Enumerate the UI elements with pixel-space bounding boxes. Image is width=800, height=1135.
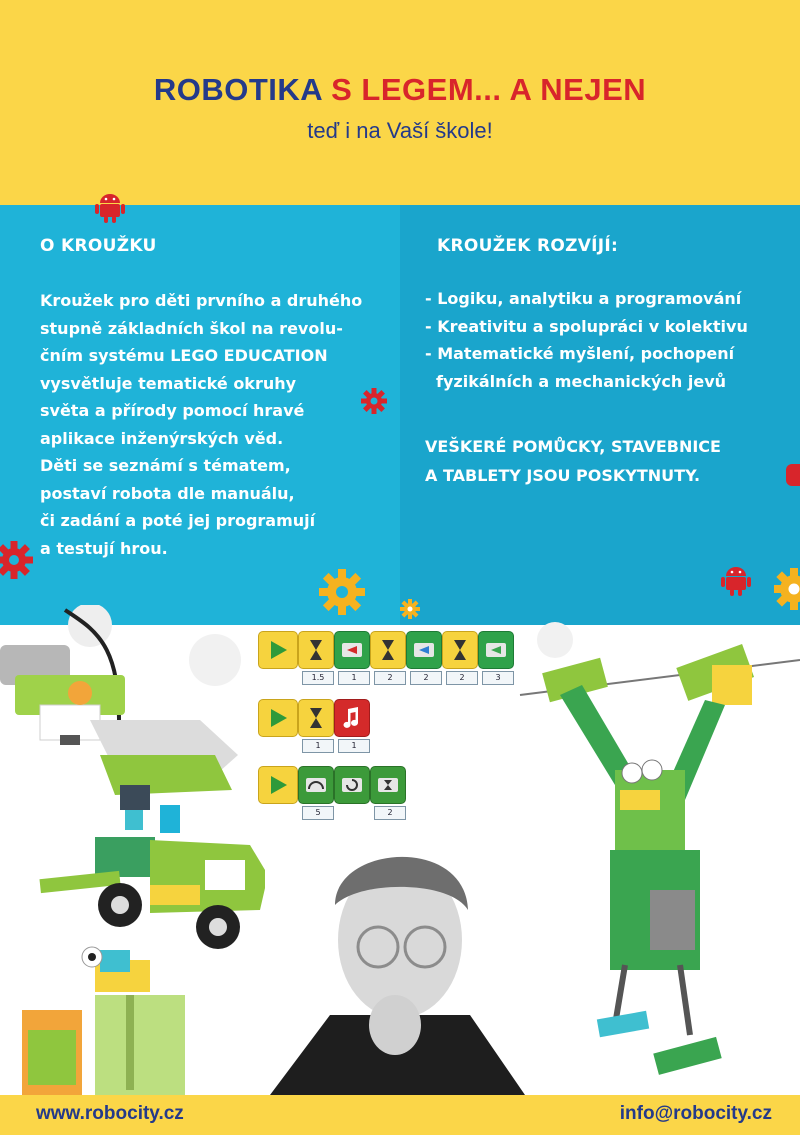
param-value: 2: [387, 808, 393, 817]
block-parameter[interactable]: [410, 671, 442, 685]
sound-block: [334, 699, 370, 737]
website-link[interactable]: www.robocity.cz: [36, 1103, 184, 1124]
block-parameter[interactable]: [374, 806, 406, 820]
title-part-1: ROBOTIKA: [153, 72, 322, 107]
android-robot-icon: [784, 458, 800, 492]
motor-time-block: [370, 766, 406, 804]
list-item: - Kreativitu a spolupráci v kolektivu: [425, 316, 748, 336]
about-line: postaví robota dle manuálu,: [40, 483, 295, 503]
bird-robot: [22, 947, 185, 1095]
about-line: aplikace inženýrských věd.: [40, 428, 284, 448]
motor-power-icon: [299, 767, 333, 803]
note-line: VEŠKERÉ POMŮCKY, STAVEBNICE: [425, 437, 721, 456]
info-band-right: [400, 205, 800, 625]
wait-block: [298, 699, 334, 737]
start-block: [258, 766, 298, 804]
about-line: Děti se seznámí s tématem,: [40, 456, 291, 475]
equipment-note: [425, 432, 721, 490]
list-item: - Matematické myšlení, pochopení: [425, 344, 735, 363]
about-line: či zadání a poté jej programují: [40, 511, 316, 530]
about-line: vysvětluje tematické okruhy: [40, 373, 297, 393]
boy-photo: [265, 835, 525, 1095]
play-icon: [259, 767, 297, 803]
start-block: [258, 699, 298, 737]
develops-list: [425, 285, 800, 395]
motor-block: [406, 631, 442, 669]
motor-hourglass-icon: [371, 767, 405, 803]
android-robot-icon: [94, 190, 126, 224]
wait-block: [442, 631, 478, 669]
block-parameter[interactable]: [374, 671, 406, 685]
code-sequence-2: [258, 699, 378, 750]
music-note-icon: [335, 700, 369, 736]
hourglass-icon: [299, 632, 333, 668]
motor-icon: [335, 632, 369, 668]
block-parameter[interactable]: [338, 671, 370, 685]
param-value: 2: [459, 673, 465, 682]
list-item: fyzikálních a mechanických jevů: [436, 371, 727, 391]
rotate-icon: [335, 767, 369, 803]
motor-block: [478, 631, 514, 669]
about-line: stupně základních škol na revolu-: [40, 318, 343, 338]
car-robot: [39, 837, 268, 949]
param-value: 2: [423, 673, 429, 682]
block-parameter[interactable]: [302, 739, 334, 753]
param-value: 1.5: [311, 673, 325, 682]
block-parameter[interactable]: [302, 806, 334, 820]
param-value: 1: [351, 673, 357, 682]
block-parameter[interactable]: [302, 671, 334, 685]
param-value: 2: [387, 673, 393, 682]
play-icon: [259, 700, 297, 736]
motor-icon: [479, 632, 513, 668]
block-parameter[interactable]: [338, 739, 370, 753]
code-sequence-3: [258, 766, 418, 817]
list-item: - Logiku, analytiku a programování: [425, 289, 742, 308]
motor-direction-block: [334, 766, 370, 804]
section-heading-about: O KROUŽKU: [40, 236, 157, 256]
about-paragraph: [40, 287, 410, 562]
motor-block: [334, 631, 370, 669]
wait-block: [370, 631, 406, 669]
email-link[interactable]: info@robocity.cz: [619, 1103, 772, 1124]
param-value: 3: [495, 673, 501, 682]
wait-block: [298, 631, 334, 669]
section-heading-develops: KROUŽEK ROZVÍJÍ:: [437, 236, 619, 256]
motor-icon: [407, 632, 441, 668]
hourglass-icon: [299, 700, 333, 736]
gear-icon: [0, 540, 34, 580]
android-robot-icon: [720, 563, 752, 597]
about-line: čním systému LEGO EDUCATION: [40, 346, 328, 365]
about-line: Kroužek pro děti prvního a druhého: [40, 291, 363, 310]
param-value: 5: [315, 808, 321, 817]
monkey-robot: [520, 644, 800, 1075]
motor-power-block: [298, 766, 334, 804]
play-icon: [259, 632, 297, 668]
block-parameter[interactable]: [446, 671, 478, 685]
about-line: světa a přírody pomocí hravé: [40, 401, 305, 420]
page-title: [0, 72, 800, 108]
hourglass-icon: [371, 632, 405, 668]
about-line: a testují hrou.: [40, 538, 168, 558]
note-line: A TABLETY JSOU POSKYTNUTY.: [425, 466, 701, 485]
param-value: 1: [351, 741, 357, 750]
block-parameter[interactable]: [482, 671, 514, 685]
page-subtitle: teď i na Vaší škole!: [307, 118, 493, 143]
hourglass-icon: [443, 632, 477, 668]
code-sequence-1: [258, 631, 528, 682]
title-part-2: S LEGEM... A NEJEN: [331, 72, 647, 107]
param-value: 1: [315, 741, 321, 750]
start-block: [258, 631, 298, 669]
